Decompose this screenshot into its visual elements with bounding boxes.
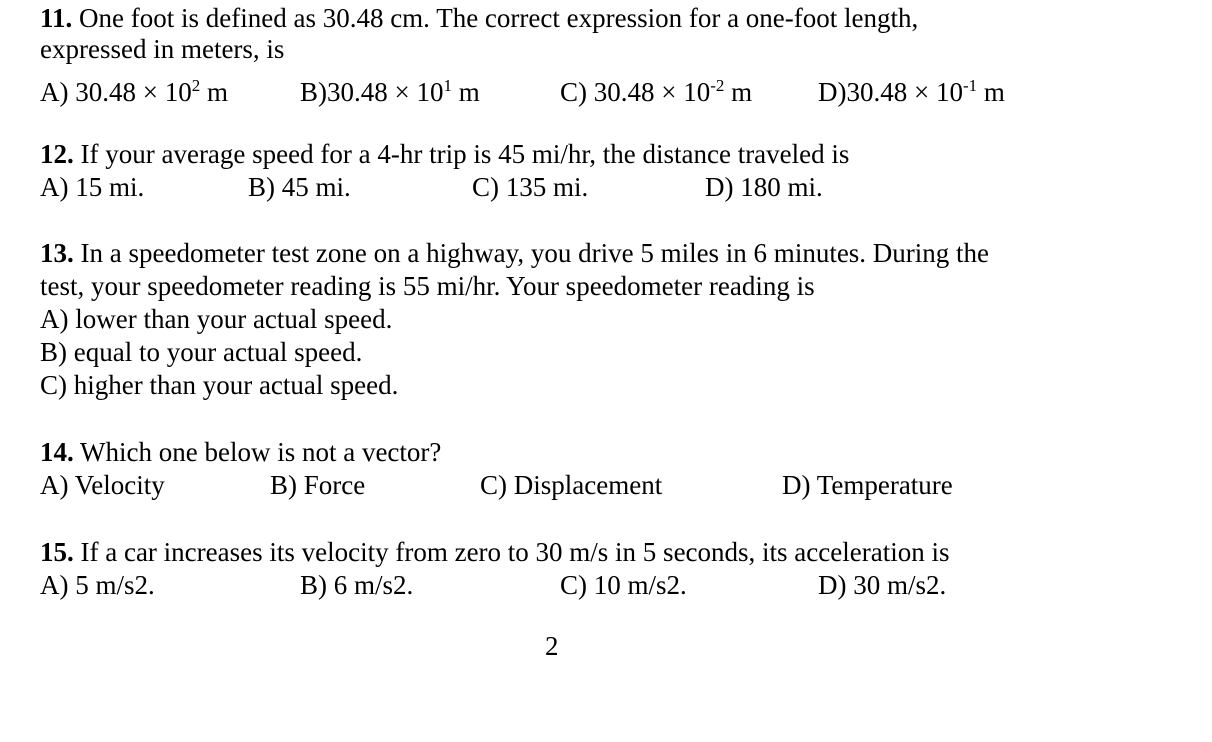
question-number: 12. (40, 139, 74, 169)
question-14-option-b: B) Force (270, 470, 366, 500)
question-14-option-c: C) Displacement (480, 470, 663, 500)
question-12-option-b: B) 45 mi. (248, 172, 351, 202)
question-12-stem-line-1 (40, 138, 849, 170)
question-text: One foot is defined as 30.48 cm. The correct expression for a one-foot length, (79, 3, 919, 33)
question-15-option-d: D) 30 m/s2. (818, 570, 947, 600)
question-14-option-d: D) Temperature (782, 470, 953, 500)
question-11-stem-line-1 (40, 2, 918, 34)
question-11-option-d: $D)30.48 \times 10^{-1}$ m (818, 76, 1005, 107)
question-15-option-a: A) 5 m/s2. (40, 570, 155, 600)
question-14-stem-line-1 (40, 436, 441, 468)
question-text: If your average speed for a 4-hr trip is 45 mi/hr, the distance traveled is (80, 139, 850, 169)
question-number: 14. (40, 437, 74, 467)
question-12-option-a: A) 15 mi. (40, 172, 145, 202)
question-text: If a car increases its velocity from zero to 30 m/s in 5 seconds, its acceleration is (80, 537, 950, 567)
question-text: Which one below is not a vector? (80, 437, 442, 467)
page-number: 2 (545, 631, 559, 661)
question-15-stem-line-1 (40, 536, 949, 568)
question-13-stem-line-1 (40, 237, 989, 269)
question-text: test, your speedometer reading is 55 mi/hr. Your speedometer reading is (40, 271, 815, 301)
question-12-option-c: C) 135 mi. (472, 172, 589, 202)
question-15-option-c: C) 10 m/s2. (560, 570, 687, 600)
question-15-option-b: B) 6 m/s2. (300, 570, 414, 600)
question-11-option-a: A) $30.48 \times 10^2$ m (40, 76, 228, 107)
question-13-option-b: B) equal to your actual speed. (40, 337, 363, 367)
question-11-option-b: $B)30.48 \times 10^1$ m (300, 76, 480, 107)
question-13-option-c: C) higher than your actual speed. (40, 370, 399, 400)
question-13-option-a: A) lower than your actual speed. (40, 304, 393, 334)
question-14-option-a: A) Velocity (40, 470, 165, 500)
question-number: 11. (40, 3, 73, 33)
question-text: expressed in meters, is (40, 34, 285, 64)
question-11-stem-line-2 (40, 33, 284, 65)
question-number: 13. (40, 238, 74, 268)
question-11-option-c: C) $30.48 \times 10^{-2}$ m (560, 76, 753, 107)
question-13-stem-line-2 (40, 270, 815, 302)
question-text: In a speedometer test zone on a highway, you drive 5 miles in 6 minutes. During the (80, 238, 990, 268)
question-number: 15. (40, 537, 74, 567)
question-12-option-d: D) 180 mi. (705, 172, 823, 202)
